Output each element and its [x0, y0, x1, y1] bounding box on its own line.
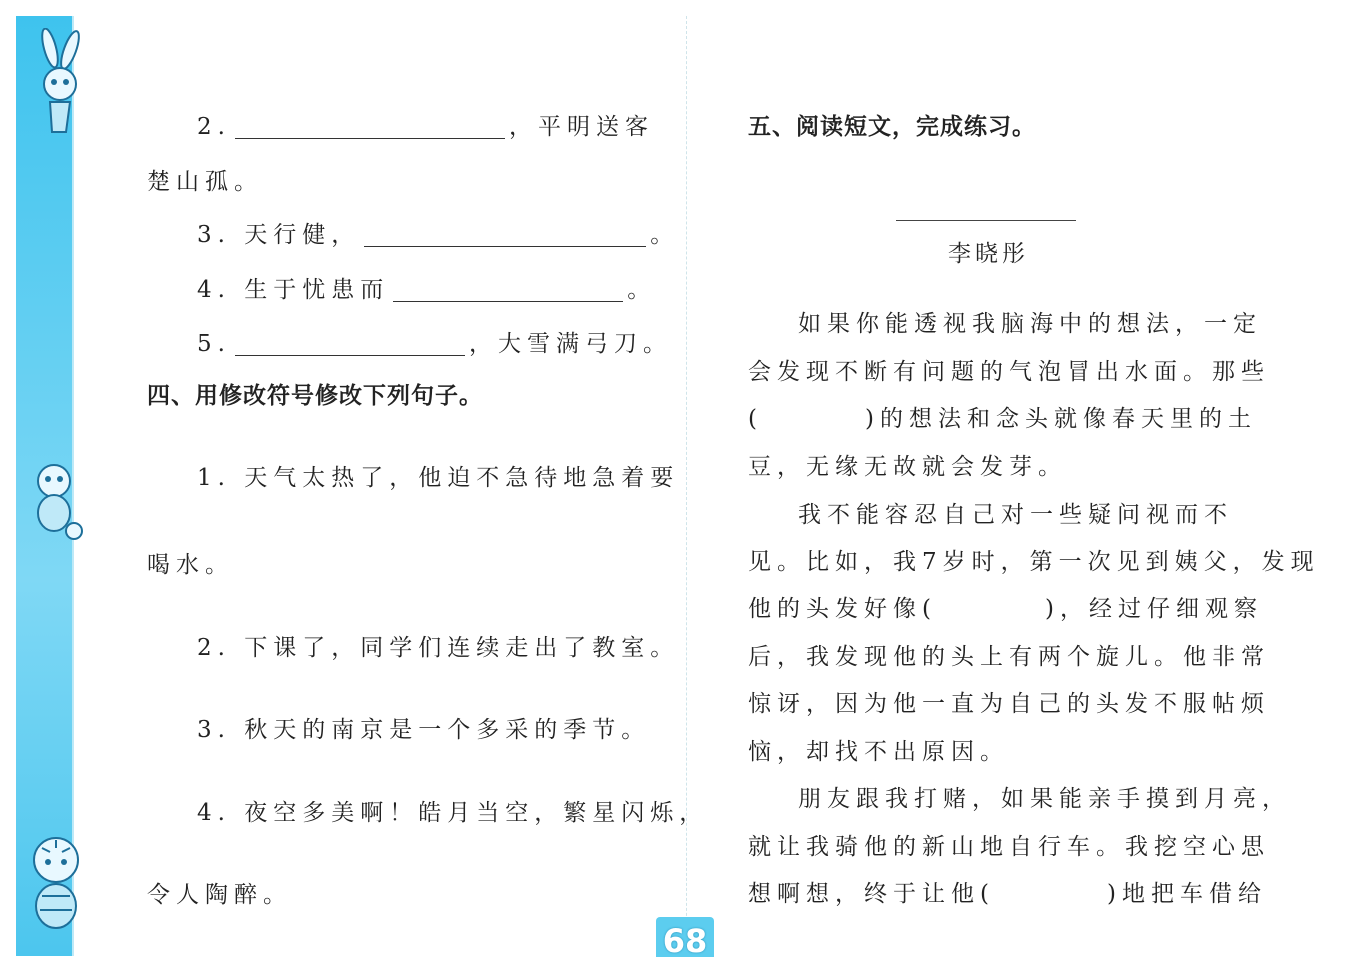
page-number: 68 — [662, 922, 708, 960]
poem-line-3: 3. 天行健， 。 — [197, 222, 680, 248]
title-blank[interactable] — [896, 220, 1076, 221]
tiger-mascot-icon — [20, 826, 90, 936]
passage-line: 他的头发好像( )，经过仔细观察 — [748, 596, 1263, 622]
passage-line: 我不能容忍自己对一些疑问视而不 — [798, 502, 1233, 528]
passage-line: 见。比如，我7岁时，第一次见到姨父，发现 — [748, 549, 1320, 575]
page-number-tab — [656, 917, 714, 960]
author-name: 李晓彤 — [948, 241, 1029, 267]
section-5-title: 五、阅读短文，完成练习。 — [748, 114, 1036, 140]
poem-line-2-cont: 楚山孤。 — [147, 169, 263, 195]
passage-line: 朋友跟我打赌，如果能亲手摸到月亮， — [798, 786, 1291, 812]
poem-line-4: 4. 生于忧患而 。 — [197, 277, 657, 303]
passage-line: 恼，却找不出原因。 — [748, 739, 1009, 765]
passage-line: ( )的想法和念头就像春天里的土 — [748, 406, 1257, 432]
answer-blank[interactable] — [393, 281, 623, 302]
answer-blank[interactable] — [235, 118, 505, 139]
section-4-title: 四、用修改符号修改下列句子。 — [147, 383, 483, 409]
sentence-2: 2. 下课了，同学们连续走出了教室。 — [197, 635, 680, 661]
passage-line: 惊讶，因为他一直为自己的头发不服帖烦 — [748, 691, 1270, 717]
passage-line: 想啊想，终于让他( )地把车借给 — [748, 881, 1267, 907]
poem-line-2: 2. ，平明送客 — [197, 114, 654, 140]
poem-line-5: 5. ，大雪满弓刀。 — [197, 331, 672, 357]
passage-line: 后，我发现他的头上有两个旋儿。他非常 — [748, 644, 1270, 670]
sentence-3: 3. 秋天的南京是一个多采的季节。 — [197, 717, 651, 743]
answer-blank[interactable] — [235, 335, 465, 356]
passage-line: 会发现不断有问题的气泡冒出水面。那些 — [748, 359, 1270, 385]
sentence-4-line1: 4. 夜空多美啊！皓月当空，繁星闪烁， — [197, 800, 709, 826]
passage-line: 如果你能透视我脑海中的想法，一定 — [798, 311, 1262, 337]
sentence-4-line2: 令人陶醉。 — [147, 882, 292, 908]
rabbit-mascot-icon — [20, 28, 92, 140]
passage-line: 就让我骑他的新山地自行车。我挖空心思 — [748, 834, 1270, 860]
passage-line: 豆，无缘无故就会发芽。 — [748, 454, 1067, 480]
answer-blank[interactable] — [364, 226, 646, 247]
raccoon-mascot-icon — [18, 455, 88, 545]
sentence-1-line2: 喝水。 — [147, 552, 234, 578]
sentence-1-line1: 1. 天气太热了，他迫不急待地急着要 — [197, 465, 680, 491]
